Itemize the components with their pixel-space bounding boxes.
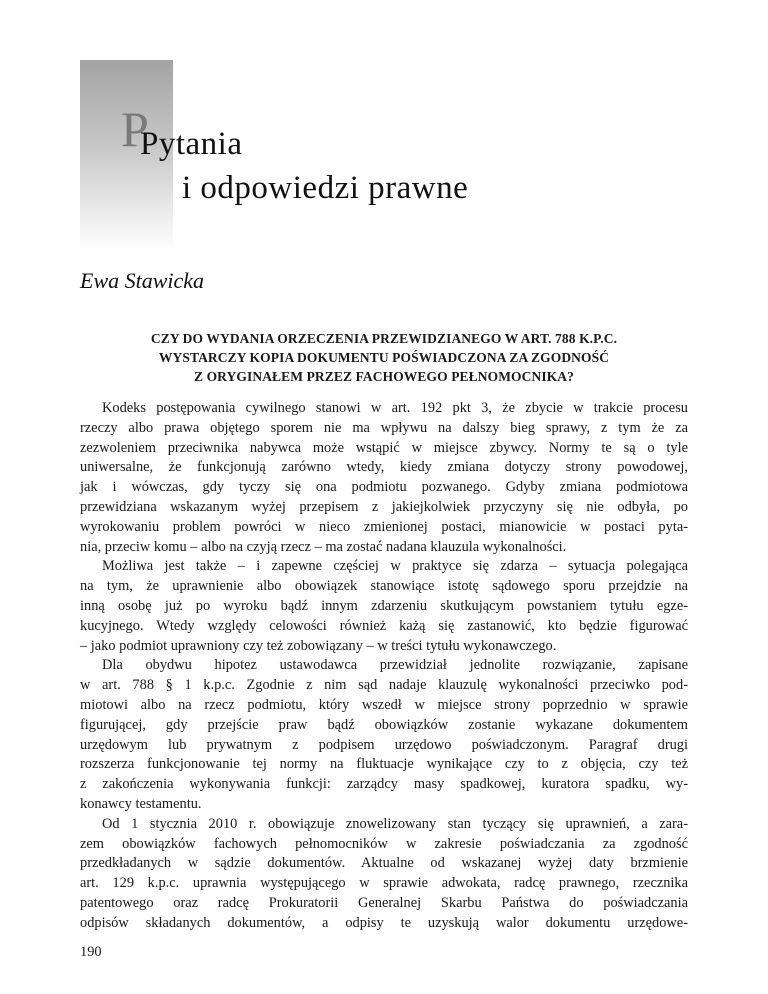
body-line: – jako podmiot uprawniony czy też zobowiązany – w treści tytułu wykonawczego. (80, 637, 557, 654)
body-line: odpisów składanych dokumentów, a odpisy te uzyskują walor dokumentu urzędowe- (80, 914, 688, 931)
body-line: inną osobę już po wyroku bądź innym zdarzeniu skutkującym powstaniem tytułu egze- (80, 597, 688, 614)
body-line: Dla obydwu hipotez ustawodawca przewidział jednolite rozwiązanie, zapisane (102, 657, 688, 674)
body-line: art. 129 k.p.c. uprawnia występującego w sprawie adwokata, radcę prawnego, rzecznika (80, 875, 688, 892)
body-line: nia, przeciw komu – albo na czyją rzecz – ma zostać nadana klauzula wykonalności. (80, 538, 567, 555)
body-line: jak i wówczas, gdy tyczy się ona podmiotu pozwanego. Gdyby zmiana podmiotowa (80, 479, 688, 496)
question-line: CZY DO WYDANIA ORZECZENIA PRZEWIDZIANEGO W ART. 788 K.P.C. (150, 331, 618, 346)
body-line: rzeczy albo prawa objętego sporem nie ma wpływu na dalszy bieg sprawy, z tym że za (80, 419, 688, 436)
body-line: rozszerza funkcjonowanie tej normy na fluktuacje wynikające czy to z objęcia, czy też (80, 756, 688, 773)
body-line: Możliwa jest także – i zapewne częściej w praktyce się zdarza – sytuacja polegająca (102, 558, 688, 575)
body-line: kucyjnego. Wtedy względy celowości również każą się zastanowić, kto będzie figurować (80, 617, 688, 634)
body-line: konawcy testamentu. (80, 795, 202, 812)
body-line: figurującej, gdy przejście praw bądź obowiązków zostanie wykazane dokumentem (80, 716, 688, 733)
chapter-title-line-2: i odpowiedzi prawne (182, 170, 469, 206)
question-line: WYSTARCZY KOPIA DOKUMENTU POŚWIADCZONA ZA ZGODNOŚĆ (158, 350, 610, 365)
body-line: patentowego oraz radcę Prokuratorii Generalnej Skarbu Państwa do poświadczania (80, 894, 688, 911)
body-line: Kodeks postępowania cywilnego stanowi w art. 192 pkt 3, że zbycie w trakcie procesu (102, 400, 688, 416)
body-line: urzędowym lub prywatnym z podpisem urzędowo poświadczonym. Paragraf drugi (80, 736, 688, 753)
body-line: w art. 788 § 1 k.p.c. Zgodnie z nim sąd nadaje klauzulę wykonalności przeciwko pod- (80, 677, 688, 694)
article-body (80, 399, 688, 934)
author-name: Ewa Stawicka (80, 268, 205, 293)
body-line: przewidziana wskazanym wyżej przepisem z jakiejkolwiek przyczyny się nie odbyła, po (80, 498, 688, 515)
body-line: miotowi albo na rzecz podmiotu, który wszedł w miejsce strony poprzednio w sprawie (80, 696, 688, 713)
question-line: Z ORYGINAŁEM PRZEZ FACHOWEGO PEŁNOMOCNIKA? (194, 369, 574, 384)
body-line: uniwersalne, że funkcjonują zarówno wtedy, kiedy zmiana dotyczy strony powodowej, (80, 459, 688, 476)
chapter-drop-letter: P (121, 101, 149, 157)
body-line: zem obowiązków fachowych pełnomocników w zakresie poświadczania za zgodność (80, 835, 688, 852)
body-line: wyrokowaniu problem powróci w nieco zmienionej postaci, mianowicie w postaci pyta- (80, 518, 688, 535)
page-number: 190 (80, 944, 102, 960)
body-line: na tym, że uprawnienie albo obowiązek stanowiące istotę sądowego sporu przejdzie na (80, 578, 688, 595)
question-heading (80, 329, 688, 386)
body-line: przedkładanych w sądzie dokumentów. Aktualne od wskazanej wyżej daty brzmienie (80, 855, 688, 872)
body-line: zezwoleniem przeciwnika nabywca może wstąpić w miejsce zbywcy. Normy te są o tyle (80, 439, 688, 456)
body-line: Od 1 stycznia 2010 r. obowiązuje znowelizowany stan tyczący się uprawnień, a zara- (102, 815, 688, 832)
chapter-title-line-1: Pytania (140, 126, 243, 162)
body-line: z zakończenia wykonywania funkcji: zarządcy masy spadkowej, kuratora spadku, wy- (80, 776, 688, 793)
